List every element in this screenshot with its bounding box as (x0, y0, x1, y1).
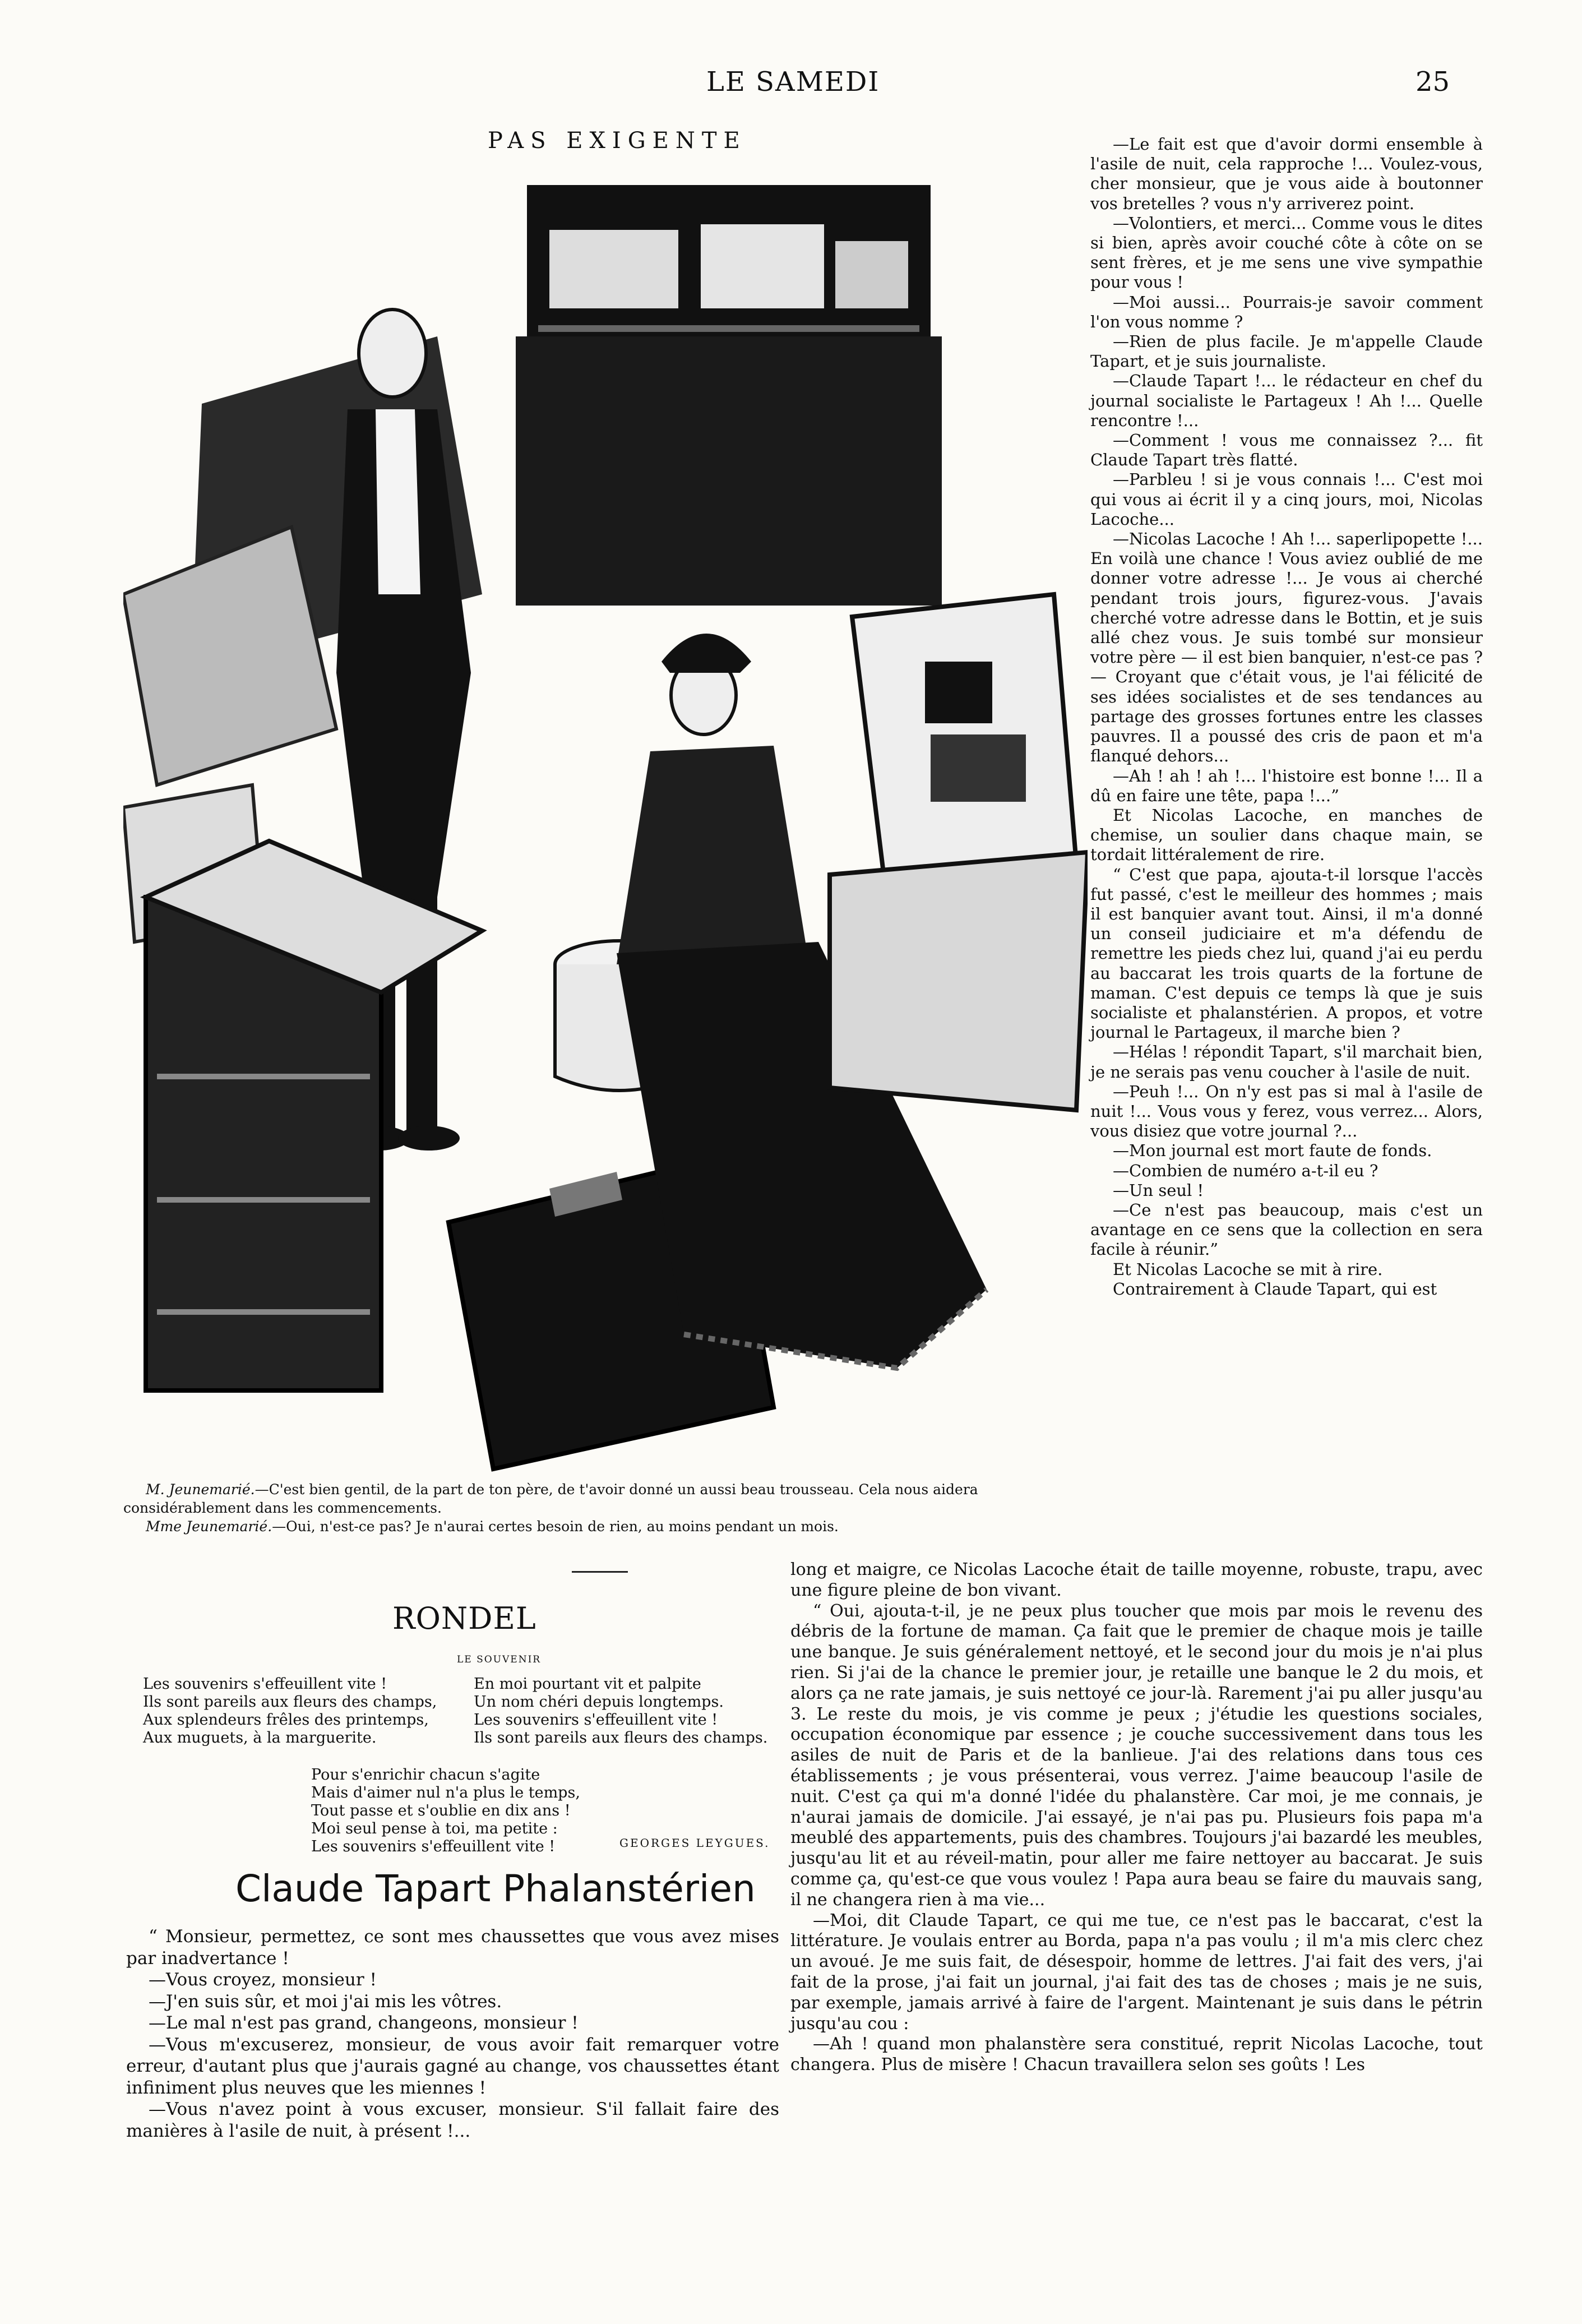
rondel-stanza-1 (143, 1675, 437, 1747)
paragraph: —Le fait est que d'avoir dormi ensemble à l'asile de nuit, cela rapproche !... Voulez-vous, cher monsieur, que je vous aide à boutonner vos bretelles ? vous n'y arriverez point. (1090, 135, 1483, 213)
verse-line: En moi pourtant vit et palpite (474, 1675, 701, 1693)
running-head (0, 66, 1582, 105)
illustration-caption (123, 1480, 1043, 1536)
page-number: 25 (1416, 66, 1450, 98)
paragraph: —Vous m'excuserez, monsieur, de vous avoir fait remarquer votre erreur, d'autant plus que j'aurais gagné au change, vos chaussettes étant infiniment plus neuves que les miennes ! (126, 2034, 779, 2098)
rondel-signature: GEORGES LEYGUES. (619, 1836, 770, 1850)
paragraph: —Parbleu ! si je vous connais !... C'est moi qui vous ai écrit il y a cinq jours, moi, Nicolas Lacoche... (1090, 470, 1483, 529)
paragraph: —J'en suis sûr, et moi j'ai mis les vôtres. (149, 1991, 502, 2012)
masthead-title: LE SAMEDI (706, 66, 880, 98)
verse-line: Ils sont pareils aux fleurs des champs. (474, 1729, 768, 1747)
story-left-column (126, 1926, 779, 2142)
verse-line: Moi seul pense à toi, ma petite : (311, 1820, 558, 1837)
verse-line: Un nom chéri depuis longtemps. (474, 1693, 724, 1711)
open-trunk-right (830, 594, 1088, 1110)
caption-speaker: Mme Jeunemarié. (146, 1518, 272, 1535)
paragraph: —Nicolas Lacoche ! Ah !... saperlipopette !... En voilà une chance ! Vous aviez oublié de me donner votre adresse !... Je vous ai cherché pendant trois jours, figurez-vous. J'avais cherché votre adresse dans le Bottin, et je suis allé chez vous. Je suis tombé sur monsieur votre père — il est bien banquier, n'est-ce pas ? — Croyant que c'était vous, je l'ai félicité de ses idées socialistes et de ses tendances au partage des grosses fortunes entre les classes pauvres. Il a poussé des cris de paon et m'a flanqué dehors... (1090, 529, 1483, 766)
paragraph: “ Oui, ajouta-t-il, je ne peux plus toucher que mois par mois le revenu des débris de la fortune de maman. Ça fait que le premier de chaque mois je taille une banque. Je suis généralement nettoyé, et le second jour du mois je n'ai plus rien. Si j'ai de la chance le premier jour, je retaille une banque le 2 du mois, et alors ça ne rate jamais, je suis nettoyé ce jour-là. Rarement j'ai pu aller jusqu'au 3. Le reste du mois, je vis comme je peux ; j'étudie les questions sociales, occupation économique par essence ; je couche successivement dans tous les asiles de nuit de Paris et de la banlieue. J'ai des relations dans tous ces établissements ; je vous présenterai, vous verrez. J'aime beaucoup l'asile de nuit. C'est ça qui m'a donné l'idée du phalanstère. Car moi, je me connais, je n'aurai jamais de domicile. J'ai essayé, je n'ai pas pu. Plusieurs fois papa m'a meublé des appartements, puis des chambres. Toujours j'ai bazardé les meubles, jusqu'au lit et au réveil-matin, pour aller me faire nettoyer au baccarat. Je suis comme ça, qu'est-ce que vous voulez ! Papa aura beau se faire du mauvais sang, il ne changera rien à ma vie... (790, 1601, 1483, 1910)
caption-text: —C'est bien gentil, de la part de ton père, de t'avoir donné un aussi beau trousseau. Cela nous aidera considérablement dans les commencements. (123, 1481, 978, 1516)
paragraph: Et Nicolas Lacoche se mit à rire. (1113, 1259, 1383, 1279)
paragraph: —Hélas ! répondit Tapart, s'il marchait bien, je ne serais pas venu coucher à l'asile de nuit. (1090, 1042, 1483, 1082)
verse-line: Mais d'aimer nul n'a plus le temps, (311, 1784, 580, 1801)
paragraph: —Ce n'est pas beaucoup, mais c'est un avantage en ce sens que la collection en sera facile à réunir.” (1090, 1200, 1483, 1259)
caption-line-1 (123, 1480, 1043, 1517)
section-divider (572, 1571, 628, 1573)
verse-line: Les souvenirs s'effeuillent vite ! (311, 1838, 556, 1855)
verse-line: Ils sont pareils aux fleurs des champs, (143, 1693, 437, 1711)
paragraph: —Ah ! quand mon phalanstère sera constitué, reprit Nicolas Lacoche, tout changera. Plus de misère ! Chacun travaillera selon ses goûts ! Les (790, 2034, 1483, 2075)
verse-line: Aux muguets, à la marguerite. (143, 1729, 377, 1747)
rondel-stanza-2 (474, 1675, 767, 1747)
verse-line: Tout passe et s'oublie en dix ans ! (311, 1802, 571, 1819)
illustration-title: PAS EXIGENTE (488, 128, 747, 154)
paragraph: —Ah ! ah ! ah !... l'histoire est bonne !... Il a dû en faire une tête, papa !...” (1090, 766, 1483, 805)
paragraph: —Comment ! vous me connaissez ?... fit Claude Tapart très flatté. (1090, 431, 1483, 470)
paragraph: “ Monsieur, permettez, ce sont mes chaussettes que vous avez mises par inadvertance ! (126, 1926, 779, 1969)
story-bottom-right-column (790, 1560, 1483, 2076)
rondel-title: RONDEL (392, 1601, 536, 1636)
caption-speaker: M. Jeunemarié. (146, 1481, 255, 1498)
paragraph: —Peuh !... On n'y est pas si mal à l'asile de nuit !... Vous vous y ferez, vous verrez... Alors, vous disiez que votre journal ?... (1090, 1082, 1483, 1141)
paragraph: —Rien de plus facile. Je m'appelle Claude Tapart, et je suis journaliste. (1090, 332, 1483, 371)
rondel-subtitle: LE SOUVENIR (457, 1654, 542, 1665)
verse-line: Les souvenirs s'effeuillent vite ! (143, 1675, 387, 1693)
paragraph: —Le mal n'est pas grand, changeons, monsieur ! (149, 2013, 579, 2033)
paragraph: —Vous n'avez point à vous excuser, monsieur. S'il fallait faire des manières à l'asile de nuit, à présent !... (126, 2099, 779, 2141)
paragraph: —Combien de numéro a-t-il eu ? (1113, 1161, 1379, 1180)
paragraph: Et Nicolas Lacoche, en manches de chemise, un soulier dans chaque main, se tordait littéralement de rire. (1090, 805, 1483, 865)
wardrobe-background (516, 185, 942, 606)
verse-line: Aux splendeurs frêles des printemps, (143, 1711, 429, 1729)
caption-line-2 (123, 1517, 1043, 1536)
paragraph: —Moi aussi... Pourrais-je savoir comment l'on vous nomme ? (1090, 292, 1483, 331)
story-right-column (1090, 135, 1483, 1299)
paragraph: Contrairement à Claude Tapart, qui est (1113, 1279, 1437, 1299)
paragraph: —Claude Tapart !... le rédacteur en chef du journal socialiste le Partageux ! Ah !... Quelle rencontre !... (1090, 371, 1483, 430)
story-title: Claude Tapart Phalanstérien (235, 1867, 756, 1910)
caption-text: —Oui, n'est-ce pas? Je n'aurai certes besoin de rien, au moins pendant un mois. (272, 1518, 839, 1535)
paragraph: —Vous croyez, monsieur ! (149, 1970, 377, 1990)
verse-line: Les souvenirs s'effeuillent vite ! (474, 1711, 718, 1729)
verse-line: Pour s'enrichir chacun s'agite (311, 1766, 540, 1784)
paragraph: long et maigre, ce Nicolas Lacoche était de taille moyenne, robuste, trapu, avec une figure pleine de bon vivant. (790, 1560, 1483, 1600)
engraving-illustration (123, 168, 1088, 1480)
paragraph: —Volontiers, et merci... Comme vous le dites si bien, après avoir couché côte à côte on se sent frères, et je me sens une vive sympathie pour vous ! (1090, 213, 1483, 292)
paragraph: —Moi, dit Claude Tapart, ce qui me tue, ce n'est pas le baccarat, c'est la littérature. Je voulais entrer au Borda, papa n'a pas voulu ; il m'a mis clerc chez un avoué. Je me suis fait, de désespoir, homme de lettres. J'ai fait des vers, j'ai fait de la prose, j'ai fait un journal, j'ai fait des tas de choses ; mais je ne suis, par exemple, jamais arrivé à faire de l'argent. Maintenant je suis dans le pétrin jusqu'au cou : (790, 1910, 1483, 2034)
rondel-stanza-3 (311, 1766, 580, 1856)
paragraph: “ C'est que papa, ajouta-t-il lorsque l'accès fut passé, c'est le meilleur des hommes ; mais il est banquier avant tout. Ainsi, il m'a donné un conseil judiciaire et m'a défendu de remettre les pieds chez lui, quand j'ai eu perdu au baccarat les trois quarts de la fortune de maman. C'est depuis ce temps là que je suis socialiste et phalanstérien. A propos, et votre journal le Partageux, il marche bien ? (1090, 865, 1483, 1042)
paragraph: —Mon journal est mort faute de fonds. (1113, 1141, 1432, 1161)
paragraph: —Un seul ! (1113, 1180, 1204, 1200)
